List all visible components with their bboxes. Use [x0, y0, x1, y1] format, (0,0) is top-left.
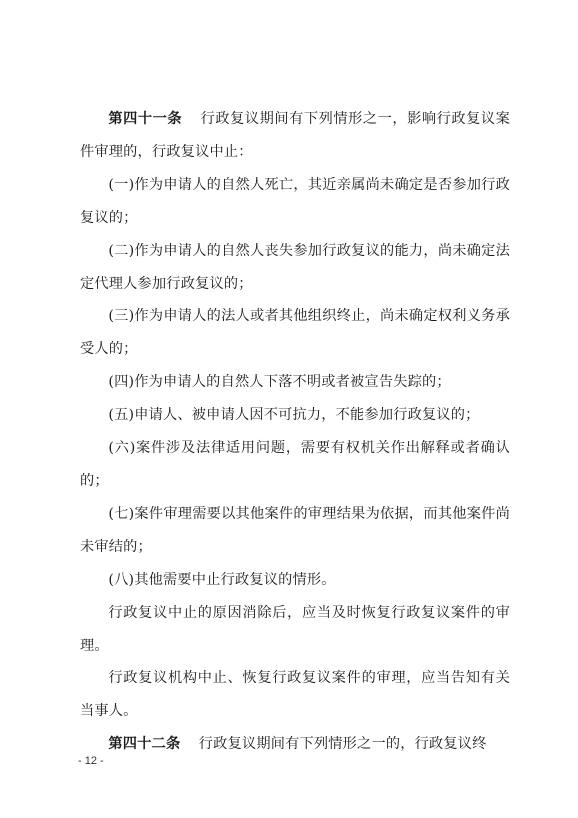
article-41-heading: 第四十一条	[108, 111, 183, 127]
article-41-item-3: (三)作为申请人的法人或者其他组织终止，尚未确定权利义务承受人的；	[80, 308, 510, 358]
article-41-item-5: (五)申请人、被申请人因不可抗力，不能参加行政复议的；	[108, 407, 480, 424]
article-41-item-8: (八)其他需要中止行政复议的情形。	[108, 571, 336, 588]
page-number: - 12 -	[78, 755, 104, 767]
article-41-item-7: (七)案件审理需要以其他案件的审理结果为依据，而其他案件尚未审结的；	[80, 505, 510, 555]
article-42-text: 行政复议期间有下列情形之一的，行政复议终	[198, 736, 487, 753]
article-41-paragraph	[80, 103, 510, 169]
article-41-item-4: (四)作为申请人的自然人下落不明或者被宣告失踪的；	[108, 374, 451, 391]
article-41-text: 行政复议期间有下列情形之一，影响行政复议案件审理的，行政复议中止：	[80, 111, 510, 160]
notify-parties-paragraph: 行政复议机构中止、恢复行政复议案件的审理，应当告知有关当事人。	[80, 670, 510, 720]
article-41-item-6: (六)案件涉及法律适用问题，需要有权机关作出解释或者确认的；	[80, 440, 510, 489]
resume-review-paragraph: 行政复议中止的原因消除后，应当及时恢复行政复议案件的审理。	[80, 604, 510, 654]
article-42-heading: 第四十二条	[108, 736, 181, 753]
article-41-item-1: (一)作为申请人的自然人死亡，其近亲属尚未确定是否参加行政复议的；	[80, 176, 510, 226]
article-41-item-2: (二)作为申请人的自然人丧失参加行政复议的能力，尚未确定法定代理人参加行政复议的；	[80, 242, 510, 292]
document-body	[80, 103, 510, 761]
article-42-paragraph	[80, 728, 510, 761]
